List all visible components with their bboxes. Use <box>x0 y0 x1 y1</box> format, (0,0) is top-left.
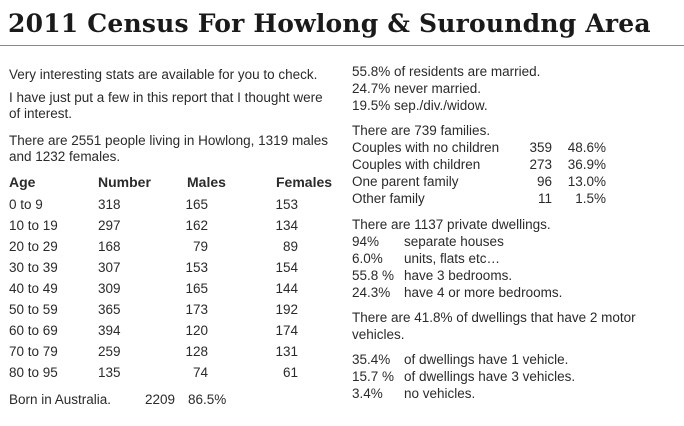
females-cell: 192 <box>275 302 298 317</box>
males-cell: 162 <box>185 218 208 233</box>
number-cell: 297 <box>98 218 121 233</box>
families-intro: There are 739 families. <box>352 123 491 138</box>
females-cell: 153 <box>275 197 298 212</box>
males-cell: 153 <box>185 260 208 275</box>
header-number: Number <box>98 174 151 190</box>
header-age: Age <box>9 174 36 190</box>
header-males: Males <box>187 174 226 190</box>
number-cell: 365 <box>98 302 121 317</box>
vehicles-intro: There are 41.8% of dwellings that have 2 motor <box>352 310 636 325</box>
header-females: Females <box>276 174 333 190</box>
dwelling-pct: 55.8 % <box>352 268 395 283</box>
dwelling-text: have 3 bedrooms. <box>404 268 513 283</box>
dwelling-pct: 24.3% <box>352 285 391 300</box>
vehicle-text: of dwellings have 1 vehicle. <box>404 352 569 367</box>
males-cell: 74 <box>192 365 208 380</box>
family-pct: 13.0% <box>567 174 606 189</box>
family-label: Other family <box>352 191 425 206</box>
born-count: 2209 <box>145 392 176 407</box>
vehicle-text: of dwellings have 3 vehicles. <box>404 369 576 384</box>
population-text: There are 2551 people living in Howlong, 1319 males <box>9 133 328 148</box>
males-cell: 128 <box>185 344 208 359</box>
males-cell: 173 <box>185 302 208 317</box>
age-cell: 40 to 49 <box>9 281 58 296</box>
intro-text-2: I have just put a few in this report that I thought were <box>9 90 323 105</box>
age-cell: 10 to 19 <box>9 218 58 233</box>
females-cell: 134 <box>275 218 298 233</box>
married-line: 24.7% never married. <box>352 81 482 96</box>
family-count: 359 <box>529 140 552 155</box>
number-cell: 318 <box>98 197 121 212</box>
dwelling-text: separate houses <box>404 234 504 249</box>
females-cell: 144 <box>275 281 298 296</box>
family-label: Couples with no children <box>352 140 500 155</box>
females-cell: 89 <box>282 239 298 254</box>
intro-text: Very interesting stats are available for you to check. <box>9 67 318 82</box>
number-cell: 259 <box>98 344 121 359</box>
number-cell: 309 <box>98 281 121 296</box>
age-cell: 80 to 95 <box>9 365 58 380</box>
number-cell: 135 <box>98 365 121 380</box>
number-cell: 168 <box>98 239 121 254</box>
dwelling-text: units, flats etc… <box>404 251 501 266</box>
age-cell: 50 to 59 <box>9 302 58 317</box>
family-label: One parent family <box>352 174 459 189</box>
family-label: Couples with children <box>352 157 481 172</box>
age-cell: 60 to 69 <box>9 323 58 338</box>
dwellings-intro: There are 1137 private dwellings. <box>352 217 551 232</box>
females-cell: 154 <box>275 260 298 275</box>
males-cell: 79 <box>192 239 208 254</box>
dwelling-pct: 94% <box>352 234 380 249</box>
vehicle-pct: 3.4% <box>352 386 383 401</box>
age-cell: 30 to 39 <box>9 260 58 275</box>
dwelling-text: have 4 or more bedrooms. <box>404 285 563 300</box>
page-title: 2011 Census For Howlong & Suroundng Area <box>8 9 651 38</box>
married-line: 19.5% sep./div./widow. <box>352 98 488 113</box>
males-cell: 165 <box>185 197 208 212</box>
vehicle-pct: 15.7 % <box>352 369 395 384</box>
family-pct: 1.5% <box>575 191 606 206</box>
vehicle-pct: 35.4% <box>352 352 391 367</box>
males-cell: 120 <box>185 323 208 338</box>
born-pct: 86.5% <box>188 392 227 407</box>
family-pct: 48.6% <box>567 140 606 155</box>
family-count: 11 <box>537 191 552 206</box>
males-cell: 165 <box>185 281 208 296</box>
title-divider <box>0 45 684 46</box>
intro-text-3: of interest. <box>9 106 73 121</box>
females-cell: 174 <box>275 323 298 338</box>
number-cell: 307 <box>98 260 121 275</box>
age-cell: 0 to 9 <box>9 197 43 212</box>
age-cell: 70 to 79 <box>9 344 58 359</box>
females-cell: 61 <box>282 365 298 380</box>
family-count: 273 <box>529 157 552 172</box>
vehicles-intro-2: vehicles. <box>352 327 405 342</box>
females-cell: 131 <box>275 344 298 359</box>
age-cell: 20 to 29 <box>9 239 58 254</box>
number-cell: 394 <box>98 323 121 338</box>
born-label: Born in Australia. <box>9 392 112 407</box>
vehicle-text: no vehicles. <box>404 386 476 401</box>
married-line: 55.8% of residents are married. <box>352 64 541 79</box>
dwelling-pct: 6.0% <box>352 251 383 266</box>
family-pct: 36.9% <box>567 157 606 172</box>
population-text-2: and 1232 females. <box>9 149 121 164</box>
family-count: 96 <box>536 174 552 189</box>
